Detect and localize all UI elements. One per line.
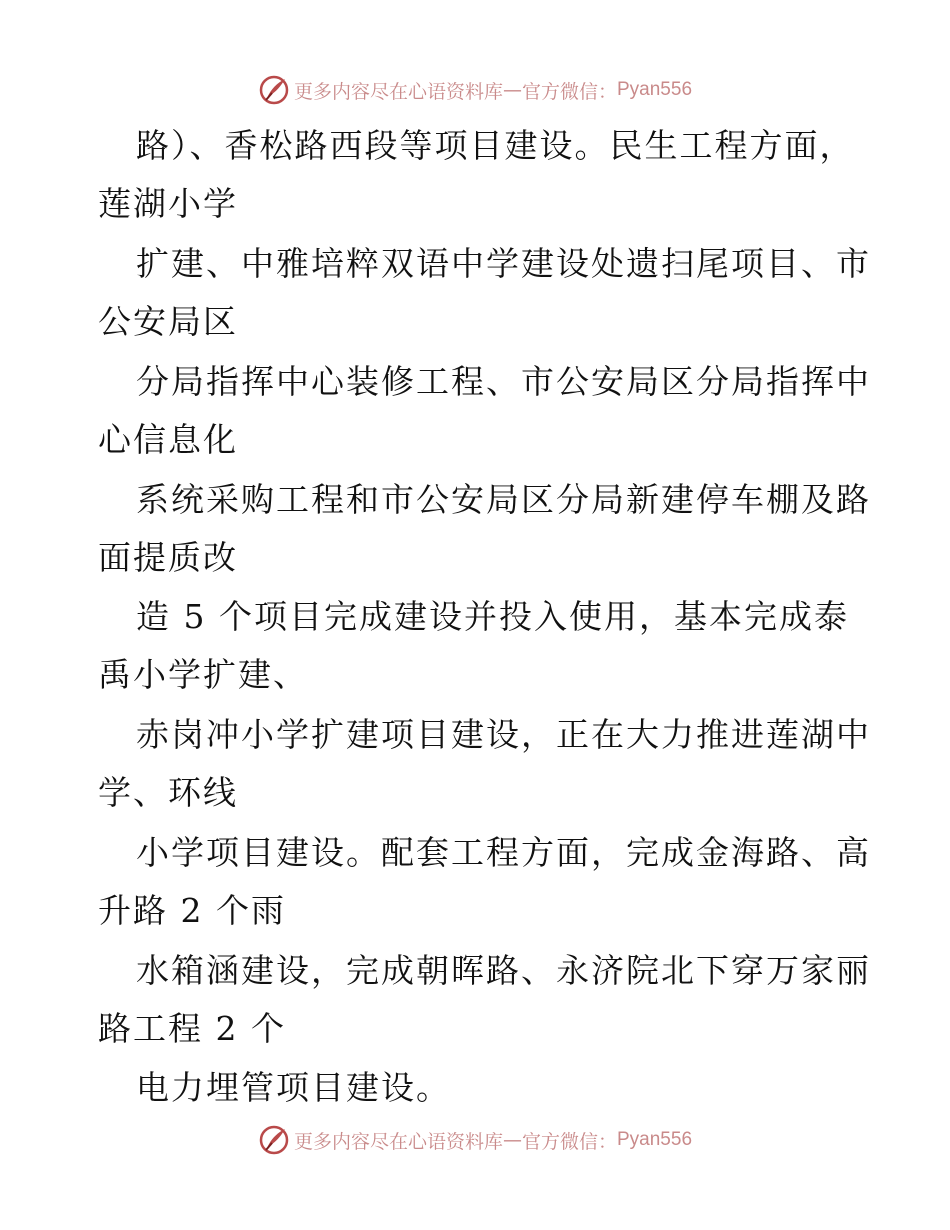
text-line: 水箱涵建设，完成朝晖路、永济院北下穿万家丽 [136,951,871,990]
text-line: 禹小学扩建、 [98,655,308,694]
watermark-label: 官方微信： [521,1130,617,1153]
text-line: 电力埋管项目建设。 [136,1068,451,1107]
text-line: 路）、香松路西段等项目建设。民生工程方面， [136,126,855,165]
text-line: 路工程 2 个 [98,1009,286,1048]
watermark-text: 更多内容尽在心语资料库 [293,80,503,103]
text-line: 学、环线 [98,773,238,812]
feather-pen-logo-icon [258,1124,290,1156]
text-line: 赤岗冲小学扩建项目建设，正在大力推进莲湖中 [136,715,871,754]
watermark-separator: — [502,1129,522,1151]
watermark-wechat-id: Pyan556 [617,79,693,100]
text-line: 公安局区 [98,302,238,341]
header-watermark [0,72,950,108]
text-line: 莲湖小学 [98,184,238,223]
watermark-separator: — [502,79,522,101]
text-line: 造 5 个项目完成建设并投入使用，基本完成泰 [136,597,849,636]
watermark-wechat-id: Pyan556 [617,1129,693,1150]
text-line: 系统采购工程和市公安局区分局新建停车棚及路 [136,480,871,519]
text-line: 小学项目建设。配套工程方面，完成金海路、高 [136,833,871,872]
text-line: 心信息化 [98,420,238,459]
text-line: 扩建、中雅培粹双语中学建设处遗扫尾项目、市 [136,244,871,283]
text-line: 升路 2 个雨 [98,891,286,930]
text-line: 分局指挥中心装修工程、市公安局区分局指挥中 [136,362,871,401]
watermark-text: 更多内容尽在心语资料库 [293,1130,503,1153]
feather-pen-logo-icon [258,74,290,106]
text-line: 面提质改 [98,538,238,577]
watermark-label: 官方微信： [521,80,617,103]
footer-watermark [0,1122,950,1158]
